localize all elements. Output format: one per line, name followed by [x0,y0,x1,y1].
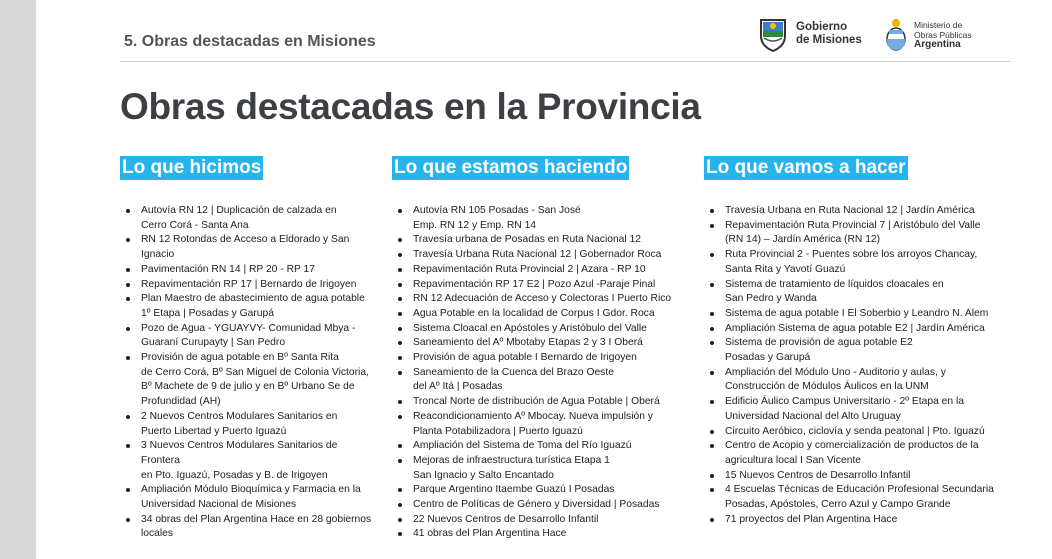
list-item-line: 4 Escuelas Técnicas de Educación Profesional Secundaria [725,484,994,496]
header-divider [120,61,1011,62]
list-item [392,527,688,542]
list-item-line: Sistema de tratamiento de líquidos cloacales en [725,278,944,290]
list-item-line: locales [141,528,174,540]
list-item-line: Repavimentación RP 17 E2 | Pozo Azul -Paraje Pinal [413,278,656,290]
list-item-line: Ampliación Módulo Bioquímica y Farmacia en la [141,484,361,496]
list-item-line: de Cerro Corá, Bº San Miguel de Colonia Victoria, [141,366,369,378]
list-item [120,292,376,321]
list-item [704,439,1004,468]
list-item-line: Construcción de Módulos Áulicos en la UNM [725,381,929,393]
logo-misiones-line1: Gobierno [796,21,848,33]
list-item [392,498,688,513]
list-item-line: Travesía Urbana Ruta Nacional 12 | Gobernador Roca [413,249,662,261]
list-item-line: Ampliación del Módulo Uno - Auditorio y aulas, y [725,366,946,378]
list-item-line: Edificio Áulico Campus Universitario - 2º Etapa en la [725,396,964,408]
list-item-line: Mejoras de infraestructura turística Etapa 1 [413,454,610,466]
list-item [120,233,376,262]
list-item [704,483,1004,512]
list-item-line: Puerto Libertad y Puerto Iguazú [141,425,287,437]
list-item [392,366,688,395]
column-heading: Lo que hicimos [122,157,262,178]
list-item [704,395,1004,424]
list-item-line: 1º Etapa | Posadas y Garupá [141,307,274,319]
list-item [120,263,376,278]
gobierno-misiones-logo [758,16,862,52]
list-item-line: Sistema de agua potable I El Soberbio y Leandro N. Alem [725,307,989,319]
logo-nacion-line2: Obras Públicas [914,30,972,40]
list-item-line: San Ignacio y Salto Encantado [413,469,554,481]
list-item [392,204,688,233]
ministerio-text [914,20,972,50]
list-item-line: del Aº Itá | Posadas [413,381,503,393]
list-item-line: 22 Nuevos Centros de Desarrollo Infantil [413,513,599,525]
list-item-line: Provisión de agua potable en Bº Santa Rita [141,352,339,364]
argentina-escudo-icon [884,16,908,54]
list-item [704,278,1004,307]
list-item-line: Planta Potabilizadora | Puerto Iguazú [413,425,583,437]
list-item [392,292,688,307]
list-item-line: Posadas, Apóstoles, Cerro Azul y Campo Grande [725,499,951,511]
list-item [392,248,688,263]
list-item-line: Pozo de Agua - YGUAYVY- Comunidad Mbya - [141,322,356,334]
list-item-line: Centro de Políticas de Género y Diversidad | Posadas [413,499,660,511]
logo-nacion-line3: Argentina [914,39,961,50]
list-item [392,278,688,293]
ministerio-obras-publicas-logo [884,16,972,54]
list-item-line: Plan Maestro de abastecimiento de agua potable [141,293,365,305]
slide [36,0,1052,559]
gobierno-misiones-text [796,21,862,47]
list-item-line: Pavimentación RN 14 | RP 20 - RP 17 [141,263,315,275]
list-item-line: Universidad Nacional de Misiones [141,499,297,511]
list-item-line: Cerro Corá - Santa Ana [141,219,249,231]
list-item-line: Bº Machete de 9 de julio y en Bº Urbano Se de [141,381,355,393]
list-item [704,513,1004,528]
list-item-line: Repavimentación Ruta Provincial 7 | Aristóbulo del Valle [725,219,981,231]
works-list [392,204,688,542]
list-item [120,513,376,542]
list-item-line: 41 obras del Plan Argentina Hace [413,528,567,540]
list-item-line: Repavimentación Ruta Provincial 2 | Azara - RP 10 [413,263,646,275]
list-item [704,469,1004,484]
list-item-line: Travesía Urbana en Ruta Nacional 12 | Jardín América [725,205,975,216]
main-title: Obras destacadas en la Provincia [120,86,701,127]
list-item [704,248,1004,277]
list-item [120,410,376,439]
list-item-line: Universidad Nacional del Alto Uruguay [725,410,901,422]
list-item [704,219,1004,248]
column-lo-que-estamos-haciendo [392,156,688,542]
list-item-line: Agua Potable en la localidad de Corpus I Gdor. Roca [413,307,655,319]
list-item [392,395,688,410]
list-item [392,336,688,351]
list-item [704,204,1004,219]
window-left-margin [0,0,36,559]
list-item-line: Troncal Norte de distribución de Agua Potable | Oberá [413,396,660,408]
list-item-line: Autovía RN 12 | Duplicación de calzada en [141,205,337,216]
column-heading: Lo que vamos a hacer [706,157,906,178]
list-item [392,483,688,498]
column-lo-que-vamos-a-hacer [704,156,1004,527]
logo-nacion-line1: Ministerio de [914,20,963,30]
list-item-line: Sistema de provisión de agua potable E2 [725,337,913,349]
section-title: 5. Obras destacadas en Misiones [124,33,376,50]
list-item-line: RN 12 Rotondas de Acceso a Eldorado y San Ignacio [141,234,350,261]
list-item-line: Ampliación Sistema de agua potable E2 | Jardín América [725,322,985,334]
list-item [392,351,688,366]
list-item-line: Autovía RN 105 Posadas - San José [413,205,581,216]
list-item [392,307,688,322]
list-item [120,322,376,351]
list-item-line: Guaraní Curupayty | San Pedro [141,337,286,349]
list-item-line: Ampliación del Sistema de Toma del Río Iguazú [413,440,632,452]
list-item-line: 2 Nuevos Centros Modulares Sanitarios en [141,410,338,422]
list-item-line: Parque Argentino Itaembe Guazú I Posadas [413,484,615,496]
list-item [120,204,376,233]
list-item-line: Sistema Cloacal en Apóstoles y Aristóbulo del Valle [413,322,647,334]
list-item-line: Emp. RN 12 y Emp. RN 14 [413,219,537,231]
list-item [120,278,376,293]
list-item-line: en Pto. Iguazú, Posadas y B. de Irigoyen [141,469,328,481]
list-item-line: 71 proyectos del Plan Argentina Hace [725,513,898,525]
list-item [392,233,688,248]
column-lo-que-hicimos [120,156,376,542]
list-item-line: Circuito Aeróbico, ciclovía y senda peatonal | Pto. Iguazú [725,425,985,437]
list-item-line: Centro de Acopio y comercialización de productos de la [725,440,979,452]
list-item [704,366,1004,395]
list-item-line: Saneamiento de la Cuenca del Brazo Oeste [413,366,614,378]
list-item [392,322,688,337]
list-item-line: Santa Rita y Yavotí Guazú [725,263,846,275]
column-heading: Lo que estamos haciendo [394,157,628,178]
list-item-line: Ruta Provincial 2 - Puentes sobre los arroyos Chancay, [725,249,978,261]
list-item-line: San Pedro y Wanda [725,293,817,305]
list-item [392,263,688,278]
list-item-line: Saneamiento del Aº Mbotaby Etapas 2 y 3 I Oberá [413,337,643,349]
list-item [392,513,688,528]
list-item [392,410,688,439]
list-item-line: RN 12 Adecuación de Acceso y Colectoras I Puerto Rico [413,293,672,305]
works-list [704,204,1004,527]
list-item [392,454,688,483]
list-item [704,425,1004,440]
list-item [704,307,1004,322]
list-item-line: Profundidad (AH) [141,396,221,408]
logo-misiones-line2: de Misiones [796,34,862,46]
list-item-line: Provisión de agua potable I Bernardo de Irigoyen [413,352,637,364]
list-item-line: Travesía urbana de Posadas en Ruta Nacional 12 [413,234,642,246]
list-item [704,322,1004,337]
list-item [120,483,376,512]
list-item-line: 3 Nuevos Centros Modulares Sanitarios de Frontera [141,440,338,466]
works-list [120,204,376,542]
list-item [392,439,688,454]
list-item-line: 15 Nuevos Centros de Desarrollo Infantil [725,469,911,481]
list-item-line: 34 obras del Plan Argentina Hace en 28 gobiernos [141,513,372,525]
list-item [704,336,1004,365]
list-item-line: Repavimentación RP 17 | Bernardo de Irigoyen [141,278,357,290]
misiones-crest-icon [758,16,788,52]
list-item-line: agricultura local I San Vicente [725,454,862,466]
list-item [120,351,376,410]
list-item-line: Posadas y Garupá [725,352,811,364]
list-item [120,439,376,483]
list-item-line: (RN 14) – Jardín América (RN 12) [725,234,881,246]
list-item-line: Reacondicionamiento Aº Mbocay. Nueva impulsión y [413,410,653,422]
